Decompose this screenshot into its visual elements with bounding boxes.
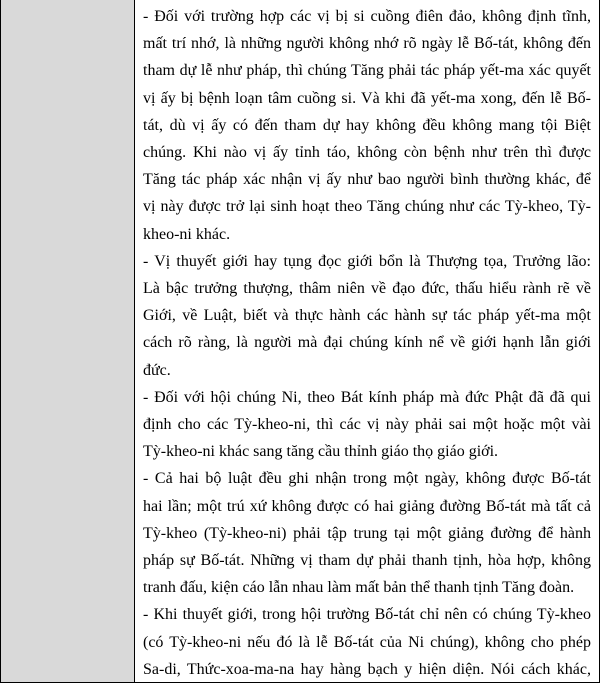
- paragraph: [143, 601, 591, 682]
- text-line: Sa-di, Thức-xoa-ma-na hay hàng bạch y hiện diện. Nói cách khác,: [143, 660, 591, 678]
- text-line: - Vị thuyết giới hay tụng đọc giới bổn là Thượng tọa, Trưởng lão:: [143, 252, 591, 270]
- text-line: pháp sự Bố-tát. Những vị tham dự phải thanh tịnh, hòa hợp, không: [143, 552, 591, 570]
- paragraph: [143, 248, 591, 384]
- text-line: tranh đấu, kiện cáo lẫn nhau làm mất bản thể thanh tịnh Tăng đoàn.: [143, 579, 575, 597]
- text-line: tát, dù vị ấy có đến tham dự hay không đều không mang tội Biệt: [143, 116, 591, 134]
- paragraph: [143, 384, 591, 466]
- text-line: hai lần; một trú xứ không được có hai giảng đường Bố-tát mà tất cả: [143, 497, 591, 515]
- text-line: Tỳ-kheo-ni khác sang tăng cầu thỉnh giáo thọ giáo giới.: [143, 443, 499, 461]
- text-line: - Đối với hội chúng Ni, theo Bát kính pháp mà đức Phật đã đã qui: [143, 388, 591, 406]
- left-column-cell: [1, 0, 135, 682]
- text-line: đức.: [143, 361, 171, 379]
- text-line: - Đối với trường hợp các vị bị si cuồng điên đảo, không định tĩnh,: [143, 8, 591, 25]
- text-line: Là bậc trưởng thượng, thâm niên về đạo đức, thấu hiểu rành rẽ về: [143, 280, 591, 298]
- text-line: vị ấy bị bệnh loạn tâm cuồng si. Và khi đã yết-ma xong, đến lễ Bố-: [143, 89, 591, 107]
- text-line: mất trí nhớ, là những người không nhớ rõ ngày lễ Bố-tát, không đến: [143, 35, 591, 53]
- text-line: Giới, về Luật, biết và thực hành các hành sự tác pháp yết-ma một: [143, 307, 591, 325]
- text-line: chúng. Khi nào vị ấy tỉnh táo, không còn bệnh như trên thì được: [143, 144, 591, 162]
- paragraph: [143, 3, 591, 248]
- text-line: định cho các Tỳ-kheo-ni, thì các vị này phải sai một hoặc một vài: [143, 416, 591, 434]
- text-line: - Cả hai bộ luật đều ghi nhận trong một ngày, không được Bố-tát: [143, 470, 591, 488]
- text-line: vị này được trở lại sinh hoạt theo Tăng chúng như các Tỳ-kheo, Tỳ-: [143, 198, 591, 216]
- text-line: cách rõ ràng, là người mà đại chúng kính nể về giới hạnh lẫn giới: [143, 334, 591, 352]
- text-line: tham dự lễ như pháp, thì chúng Tăng phải tác pháp yết-ma xác quyết: [143, 62, 591, 80]
- text-line: kheo-ni khác.: [143, 225, 231, 243]
- text-line: Tăng tác pháp xác nhận vị ấy như bao người bình thường khác, để: [143, 171, 591, 189]
- text-line: - Khi thuyết giới, trong hội trường Bố-tát chỉ nên có chúng Tỳ-kheo: [143, 606, 591, 624]
- text-line: (có Tỳ-kheo-ni nếu đó là lễ Bố-tát của Ni chúng), không cho phép: [143, 633, 591, 651]
- paragraph: [143, 465, 591, 601]
- text-line: Tỳ-kheo (Tỳ-kheo-ni) phải tập trung tại một giảng đường để hành: [143, 524, 591, 542]
- right-column-cell: [135, 0, 599, 682]
